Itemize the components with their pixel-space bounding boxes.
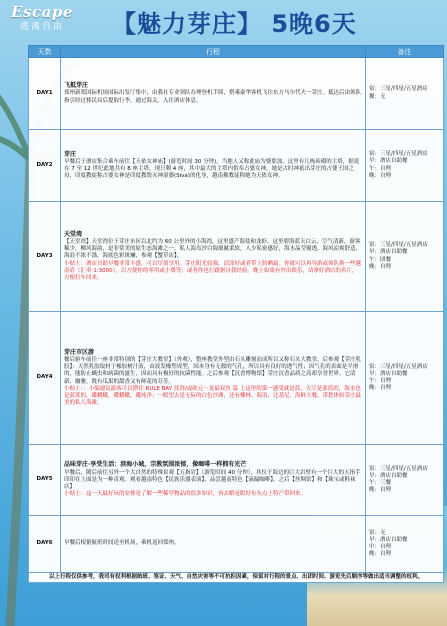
itinerary-cell: [61, 445, 366, 516]
note-line: 午：自理: [369, 378, 392, 384]
table-header-row: [29, 46, 444, 58]
description-paragraph: 早餐后于酒店集合乘车前往【天依女神庙】(游览时间 30 分钟)，当地人又称此庙为婆那加，这里有几栋砖砌的主塔，据说在 7 至 12 世纪此地共有 8 座主塔，现只剩 4 座，其中最大的主塔内供奉占婆女神，她是古时神祇出芽庄的占婆王国之母，印度教徒称占婆女神是印度教毁灭神湿婆(Siva)的化身，越南佛教徒称她为天依女神。: [64, 158, 360, 180]
itinerary-cell: [61, 312, 366, 445]
day-cell: DAY5: [29, 445, 61, 516]
notes-cell: [366, 445, 444, 516]
note-line: 午：自理: [369, 165, 392, 172]
day-heading: 品味芽庄·享受生活：滨海小城，宗教氛围浓郁，像咖啡一样拥有光芒: [64, 461, 247, 469]
note-line: 宿：三星/四星/五星酒店: [369, 465, 428, 472]
page-title: 【魅力芽庄】 5晚6天: [112, 10, 357, 38]
note-line: 早：酒店自助餐: [369, 536, 408, 543]
table-row: [29, 312, 444, 445]
note-line: 宿：三星/四星/五星酒店: [369, 242, 428, 249]
itinerary-cell: [61, 516, 366, 573]
table-row: [29, 58, 444, 130]
itinerary-table: [28, 45, 444, 583]
notes-cell: [366, 130, 444, 202]
column-header-itinerary: 行程: [61, 46, 366, 58]
tip-paragraph: 小贴士：酒店自助早餐非常丰盛，可以尽情享用。芽庄阳光较强，请涂好或者带上防晒霜。你就可以再导游或领队换一些越南盾（汇率 1:3000），以方便你的零用或小费等；或者你也行跟据自我经验。晚上如果有外出娱乐，请拿好酒店的名片，方便打车回来。: [64, 260, 362, 281]
description-paragraph: 郑州新郑国际机场国际出发厅集中，由我社专业领队办理登机手续，搭乘豪华客机飞往东方马尔代夫一芽庄。抵达后由领队指引经过移民局后提取行李，通过海关。入住酒店休息。: [64, 90, 362, 104]
logo-script: Escape: [11, 3, 73, 21]
description-paragraph: 早餐后根据航班时间送至机场，乘机返回郑州。: [64, 540, 180, 547]
note-line: 宿：三星/四星/五星酒店: [369, 363, 428, 370]
tip-paragraph: 小贴士：：小编建议游客可以搭往 RULE BAY 蓝湾/或欧元－龙福双鱼 篇 上这里的第一感受就是蓝，天空是蓝蓝的，海水也是蓝蓝的，碟蛾蛾，碟蛾蛾，碟纯净；一眼望去是无际的白色沙滩，还有椰林、海浪、比基尼、海鲜大餐，带您体验芽庄最美的私人海滩。: [64, 385, 362, 407]
note-line: 宿：三星/四星/五星酒店: [369, 86, 428, 93]
day-heading: 飞抵芽庄: [64, 82, 89, 90]
description-paragraph: 早餐后，随后前往另外一个大自然的特殊景观【五指岩】（游览时间 40 分钟），其位于海边的巨大岩壁有一个巨大的五指手印印在上面是为一种奇观。观看越南特色【民族乐器表演】，品尝越南特色【滴漏咖啡】。之后【丝绸馆】和【珠宝或鞋袜店】: [64, 469, 361, 491]
brand-logo: [6, 3, 78, 43]
table-row: [29, 130, 444, 202]
note-line: 午：团餐: [369, 256, 392, 263]
table-row: [29, 202, 444, 312]
note-line: 宿：三星/四星/五星酒店: [369, 151, 428, 158]
note-line: 宿：无: [369, 529, 386, 536]
description-paragraph: 餐后驱车前往一座非常特别的【芽庄大教堂】（外观），整座教堂外型由石头雕刻而成所以又称石头大教堂，后参观【芽庄乳胶】：天然乳胶取材于橡胶树汁液，由液发橡塑成型，因本身有无数的气孔，所以具有良好的透气性；因气孔的表面是平滑的，能防止螨虫和病菌的滋生，因而具有极好的抗菌性能。之后参观【沉香博物馆】芽庄沉香品质之高却享誉世界。它清新、幽雅，既有瓜果的甜香又有鲜花的芬芳。: [64, 356, 362, 385]
note-line: 中：自理: [369, 544, 392, 550]
page-header: [0, 0, 447, 46]
note-line: 早：酒店自助餐: [369, 370, 408, 377]
notes-cell: [366, 312, 444, 445]
note-line: 晚：自理: [369, 551, 392, 558]
table-row: [29, 445, 444, 516]
notes-cell: [366, 58, 444, 130]
note-line: 早：酒店自助餐: [369, 472, 408, 479]
note-line: 早：酒店自助餐: [369, 158, 408, 165]
disclaimer-text: 以上行程仅供参考，我司有权利根据航班、签证、天气、自然灾害等不可抗拒因素，保留对行程的景点、出团时间、游览先后顺序等做出适当调整的权利。: [29, 573, 444, 583]
note-line: 晚：自理: [369, 263, 392, 270]
logo-cn: 逃离自由: [19, 22, 64, 32]
day-heading: 天堂湾: [64, 230, 83, 238]
itinerary-cell: [61, 130, 366, 202]
description-paragraph: 【天堂湾】天堂湾位于芽庄市区以北约为 60 公里外的小海湾，这里盛产海盐和龙虾，这里碧海蓝天白云，空气清新，游客稀少，柳风海韵，是非常美的原生态海滩之一，私人海岛沙白海细腻柔软，人少私密感好，海水晶莹剔透，海风凉爽舒适，海浪不浓不涤，海底色彩斑斓，参观【蟹草店】。: [64, 238, 362, 260]
day-cell: DAY6: [29, 516, 61, 573]
itinerary-cell: [61, 58, 366, 130]
note-line: 晚：自理: [369, 172, 392, 179]
itinerary-cell: [61, 202, 366, 312]
note-line: 晚：自理: [369, 385, 392, 392]
note-line: 餐：无: [369, 93, 386, 100]
note-line: 早：酒店自助餐: [369, 249, 408, 256]
footer-row: [29, 573, 444, 583]
day-cell: DAY3: [29, 202, 61, 312]
note-line: 晚：自理: [369, 487, 392, 494]
table-row: [29, 516, 444, 573]
tip-paragraph: 小贴士：这一天最好玩的安排是了解一些稀罕物品的很多知识，再去略是眼好东东点土特产带回来。: [64, 491, 307, 498]
day-cell: DAY1: [29, 58, 61, 130]
notes-cell: [366, 202, 444, 312]
column-header-notes: 备注: [366, 46, 444, 58]
day-cell: DAY2: [29, 130, 61, 202]
day-cell: DAY4: [29, 312, 61, 445]
day-heading: 芽庄: [64, 150, 77, 158]
day-heading: 芽庄市区游: [64, 348, 95, 356]
notes-cell: [366, 516, 444, 573]
column-header-day: 天数: [29, 46, 61, 58]
itinerary-body: [29, 58, 444, 583]
note-line: 午：三餐: [369, 480, 392, 486]
